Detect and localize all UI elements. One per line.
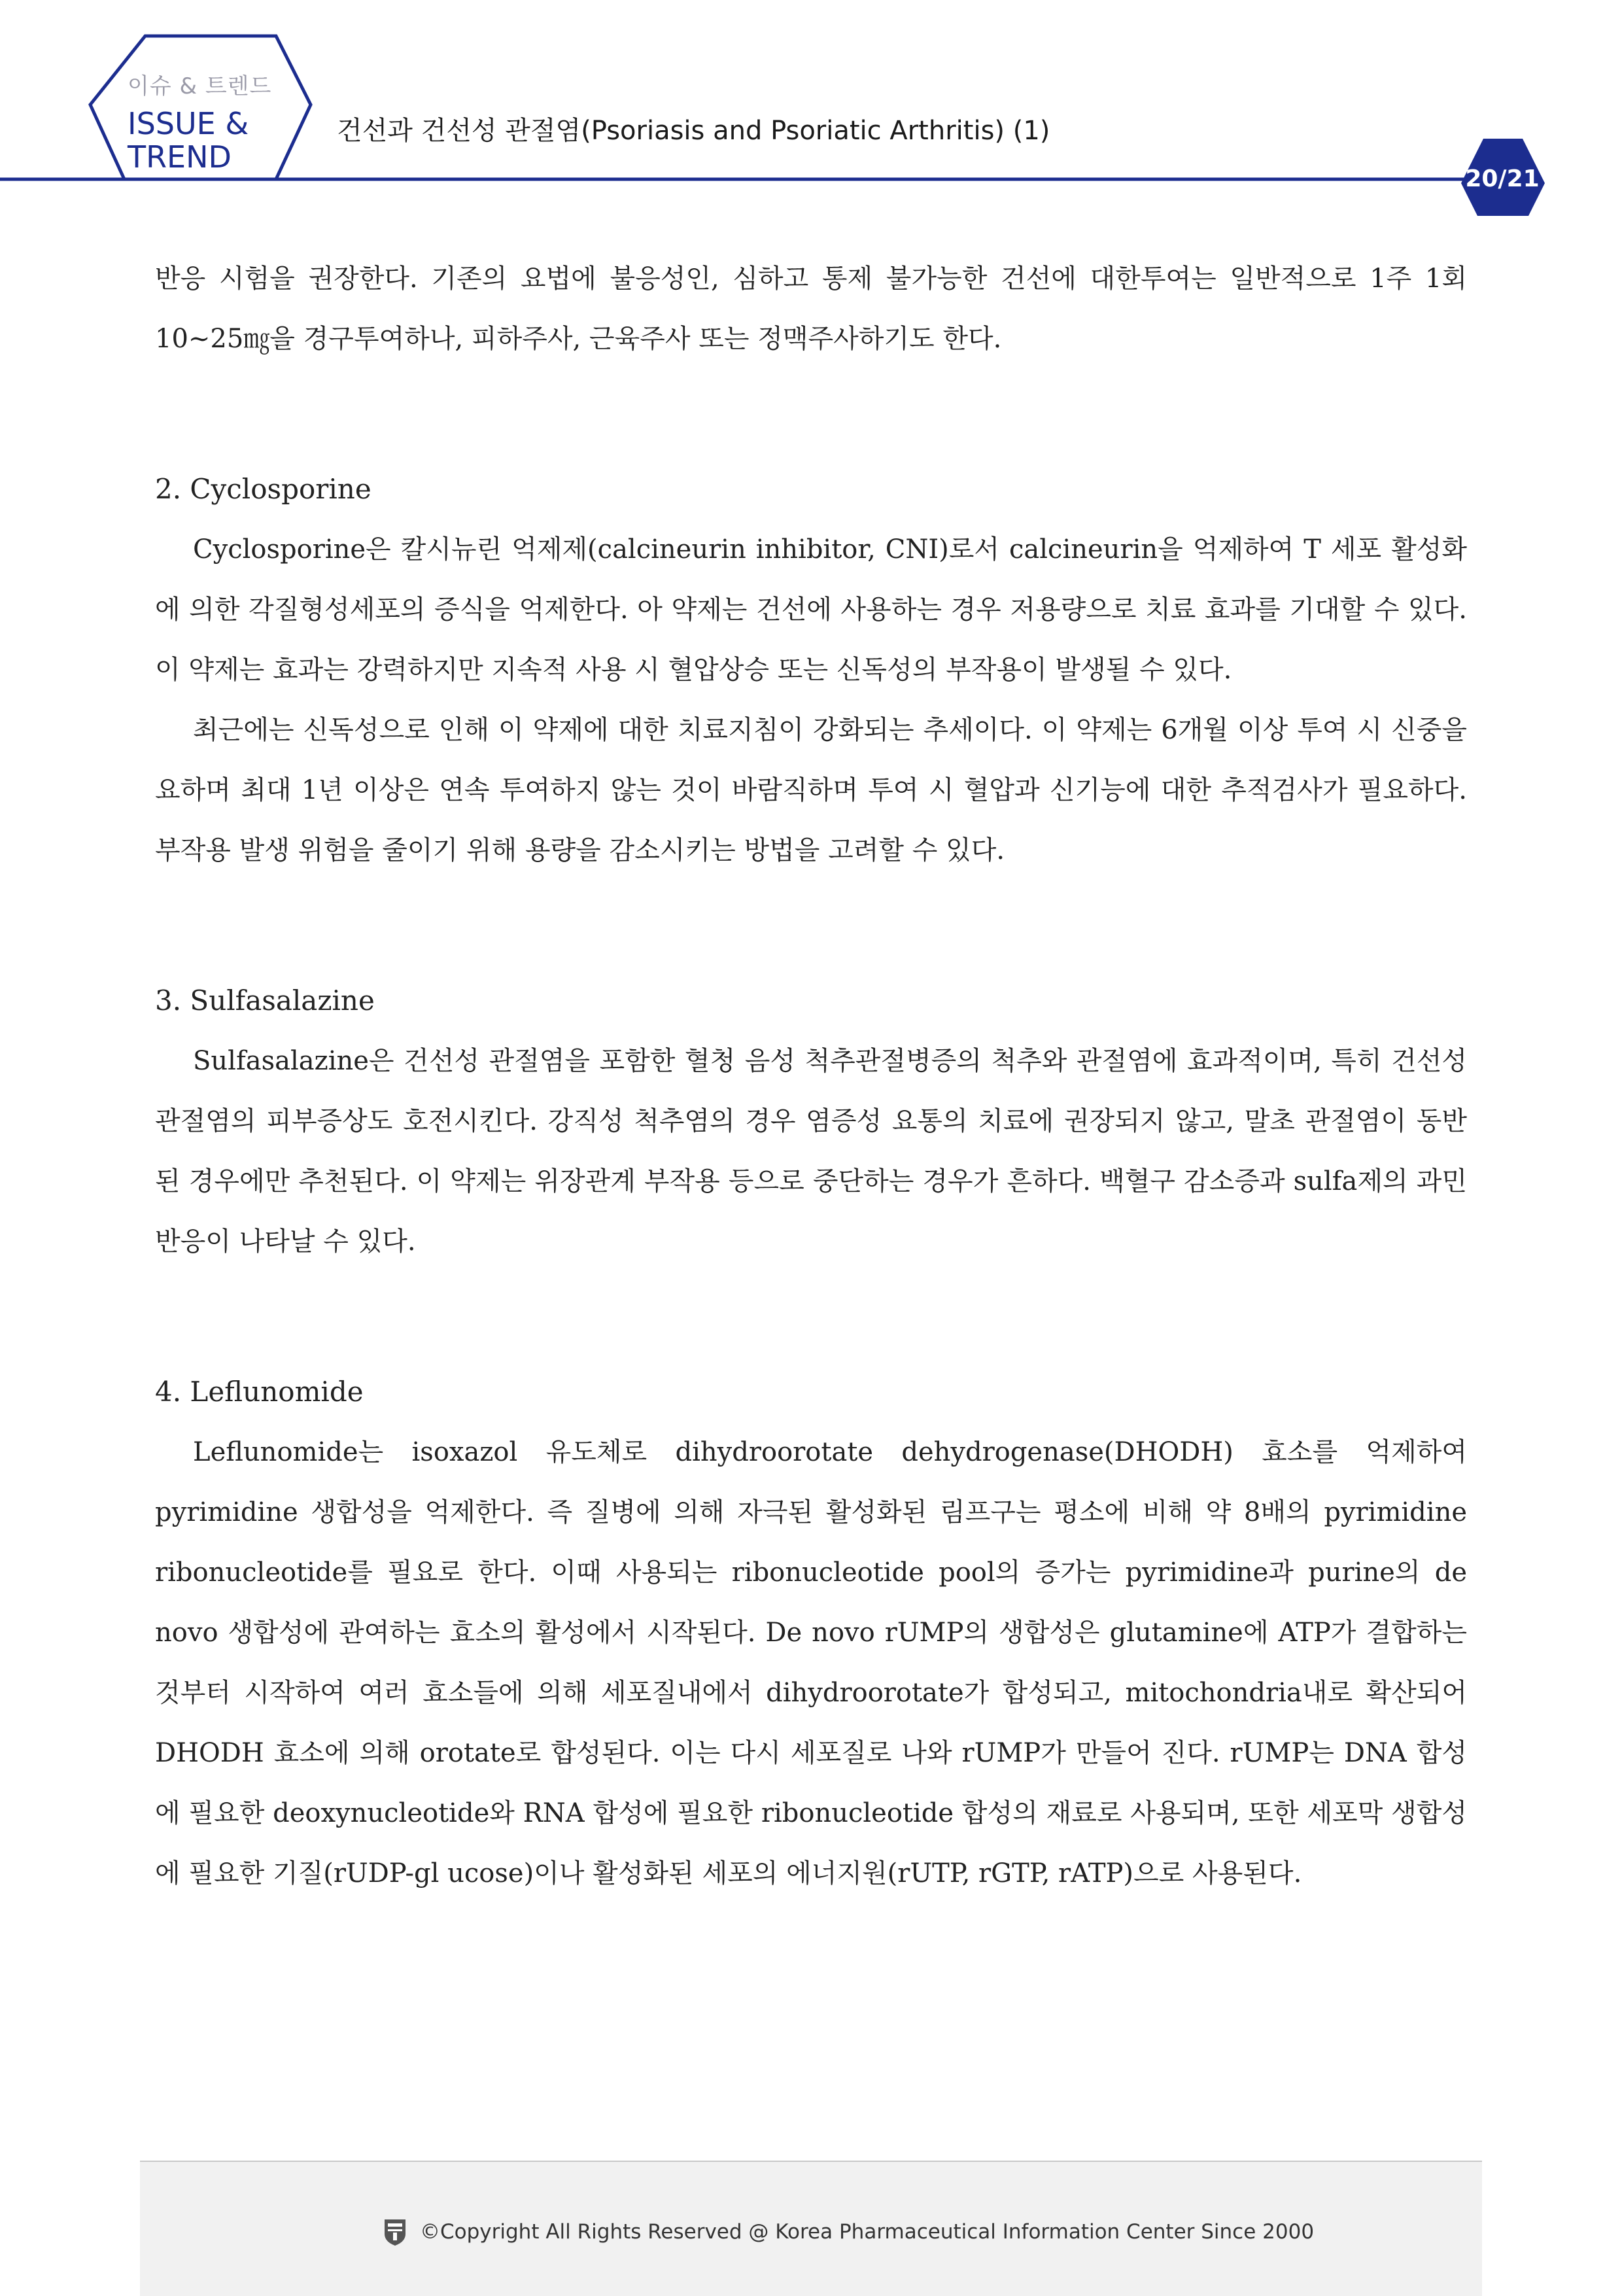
spacer bbox=[155, 1272, 1467, 1362]
logo-trend-text: TREND bbox=[128, 139, 232, 175]
section-heading: 3. Sulfasalazine bbox=[155, 984, 375, 1017]
intro-paragraph: 반응 시험을 권장한다. 기존의 요법에 불응성인, 심하고 통제 불가능한 건선에 대한투여는 일반적으로 1주 1회 10~25㎎을 경구투여하나, 피하주사, 근육주사 또는 정맥주사하기도 한다. bbox=[155, 264, 1467, 354]
section-paragraph: 최근에는 신독성으로 인해 이 약제에 대한 치료지침이 강화되는 추세이다. 이 약제는 6개월 이상 투여 시 신중을 요하며 최대 1년 이상은 연속 투여하지 않는 것이 바람직하며 투여 시 혈압과 신기능에 대한 추적검사가 필요하다. 부작용 발생 위험을 줄이기 위해 용량을 감소시키는 방법을 고려할 수 있다. bbox=[155, 715, 1467, 865]
section-paragraph: Leflunomide는 isoxazol 유도체로 dihydroorotate dehydrogenase(DHODH) 효소를 억제하여 pyrimidine 생합성을 억제한다. 즉 질병에 의해 자극된 활성화된 림프구는 평소에 비해 약 8배의 pyrimidine ribonucleotide를 필요로 한다. 이때 사용되는 ribonucleotide pool의 증가는 pyrimidine과 purine의 de novo 생합성에 관여하는 효소의 활성에서 시작된다. De novo rUMP의 생합성은 glutamine에 ATP가 결합하는 것부터 시작하여 여러 효소들에 의해 세포질내에서 dihydroorotate가 합성되고, mitochondria내로 확산되어 DHODH 효소에 의해 orotate로 합성된다. 이는 다시 세포질로 나와 rUMP가 만들어 진다. rUMP는 DNA 합성에 필요한 deoxynucleotide와 RNA 합성에 필요한 ribonucleotide 합성의 재료로 사용되며, 또한 세포막 생합성에 필요한 기질(rUDP-gl ucose)이나 활성화된 세포의 에너지원(rUTP, rGTP, rATP)으로 사용된다. bbox=[155, 1437, 1467, 1888]
logo-korean-text: 이슈 & 트렌드 bbox=[128, 73, 272, 99]
page-number: 20/21 bbox=[1465, 165, 1540, 192]
article-body bbox=[155, 249, 1467, 1904]
section-heading: 2. Cyclosporine bbox=[155, 473, 371, 505]
spacer bbox=[155, 880, 1467, 971]
section-paragraph: Sulfasalazine은 건선성 관절염을 포함한 혈청 음성 척추관절병증의 척추와 관절염에 효과적이며, 특히 건선성 관절염의 피부증상도 호전시킨다. 강직성 척추염의 경우 염증성 요통의 치료에 권장되지 않고, 말초 관절염이 동반된 경우에만 추천된다. 이 약제는 위장관계 부작용 등으로 중단하는 경우가 흔하다. 백혈구 감소증과 sulfa제의 과민반응이 나타날 수 있다. bbox=[155, 1046, 1467, 1257]
footer-content bbox=[382, 2217, 1314, 2247]
section-leflunomide bbox=[155, 1362, 1467, 1904]
section-paragraph: Cyclosporine은 칼시뉴린 억제제(calcineurin inhibitor, CNI)로서 calcineurin을 억제하여 T 세포 활성화에 의한 각질형성세포의 증식을 억제한다. 아 약제는 건선에 사용하는 경우 저용량으로 치료 효과를 기대할 수 있다. 이 약제는 효과는 강력하지만 지속적 사용 시 혈압상승 또는 신독성의 부작용이 발생될 수 있다. bbox=[155, 534, 1467, 685]
copyright-text: ©Copyright All Rights Reserved @ Korea Pharmaceutical Information Center Since 2000 bbox=[420, 2220, 1315, 2244]
shield-crest-icon bbox=[382, 2217, 408, 2247]
section-heading: 4. Leflunomide bbox=[155, 1376, 364, 1408]
page-footer bbox=[140, 2161, 1482, 2296]
logo-issue-text: ISSUE & bbox=[128, 106, 249, 141]
section-cyclosporine bbox=[155, 459, 1467, 880]
section-sulfasalazine bbox=[155, 971, 1467, 1272]
page-header bbox=[0, 0, 1622, 216]
document-title: 건선과 건선성 관절염(Psoriasis and Psoriatic Arthritis) (1) bbox=[337, 116, 1050, 146]
spacer bbox=[155, 369, 1467, 459]
